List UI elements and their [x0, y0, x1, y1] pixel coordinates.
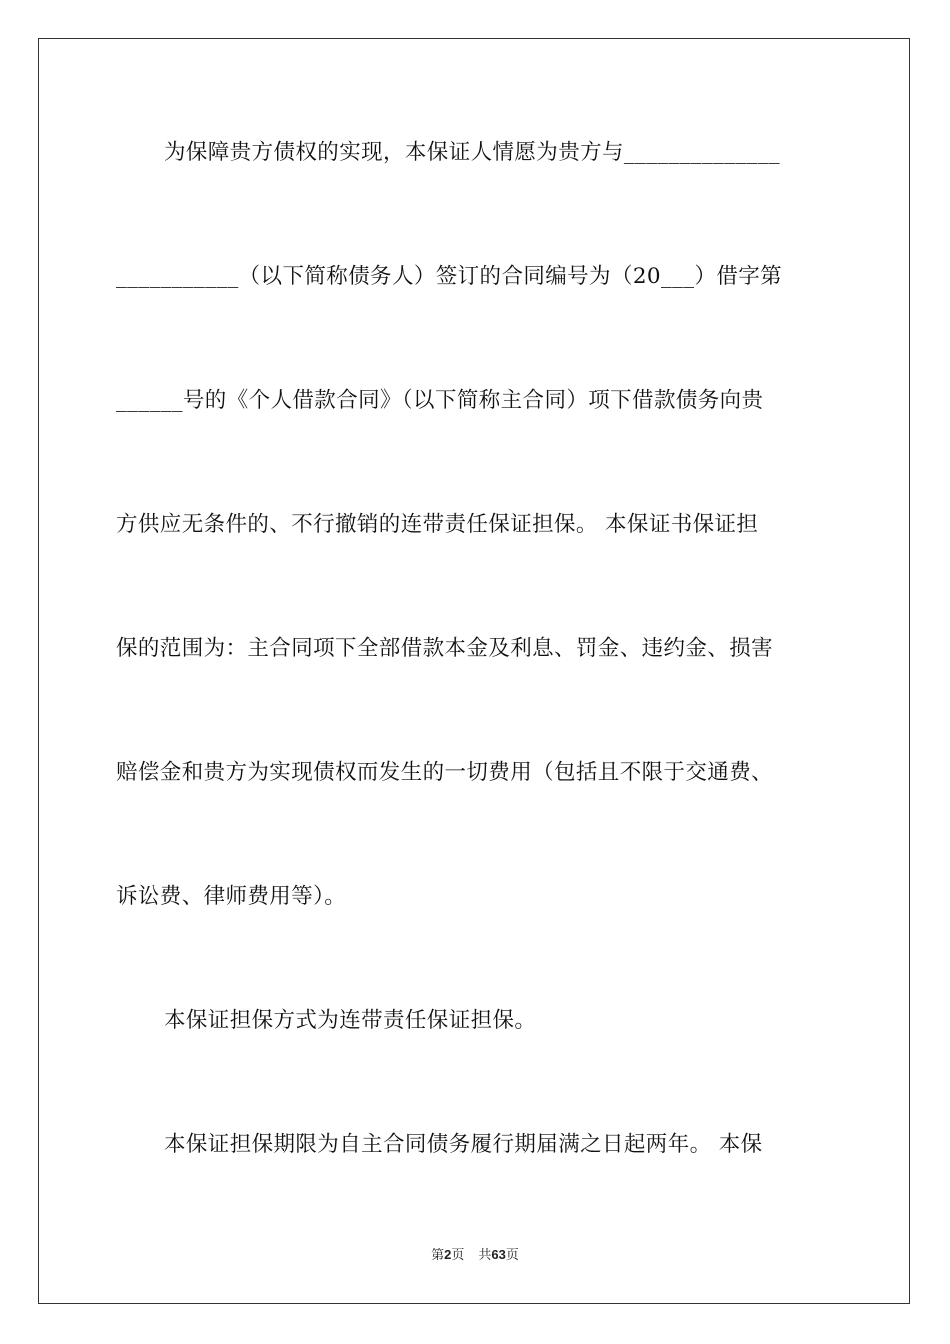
- body-text-line-9: 本保证担保期限为自主合同债务履行期届满之日起两年。 本保: [164, 1132, 763, 1157]
- body-text-line-2: ___________（以下简称债务人）签订的合同编号为（20___）借字第: [116, 264, 783, 289]
- footer-total-pages: 63: [491, 1247, 506, 1262]
- body-text-line-6: 赔偿金和贵方为实现债权而发生的一切费用（包括且不限于交通费、: [116, 760, 774, 785]
- body-text-line-4: 方供应无条件的、不行撤销的连带责任保证担保。 本保证书保证担: [116, 512, 759, 537]
- body-text-line-8: 本保证担保方式为连带责任保证担保。: [164, 1008, 537, 1033]
- footer-page-number: 2: [444, 1247, 452, 1262]
- footer-total-prefix: 共: [478, 1248, 492, 1263]
- body-text-line-1: 为保障贵方债权的实现，本保证人情愿为贵方与______________: [164, 140, 781, 165]
- footer-page-suffix: 页: [451, 1248, 465, 1263]
- body-text-line-5: 保的范围为：主合同项下全部借款本金及利息、罚金、违约金、损害: [116, 636, 774, 661]
- footer-total-suffix: 页: [505, 1248, 519, 1263]
- footer-page-prefix: 第: [431, 1248, 445, 1263]
- page-footer: [0, 1246, 950, 1265]
- page-border: [38, 38, 910, 1304]
- body-text-line-7: 诉讼费、律师费用等）。: [116, 884, 347, 909]
- body-text-line-3: ______号的《个人借款合同》（以下简称主合同）项下借款债务向贵: [116, 388, 764, 413]
